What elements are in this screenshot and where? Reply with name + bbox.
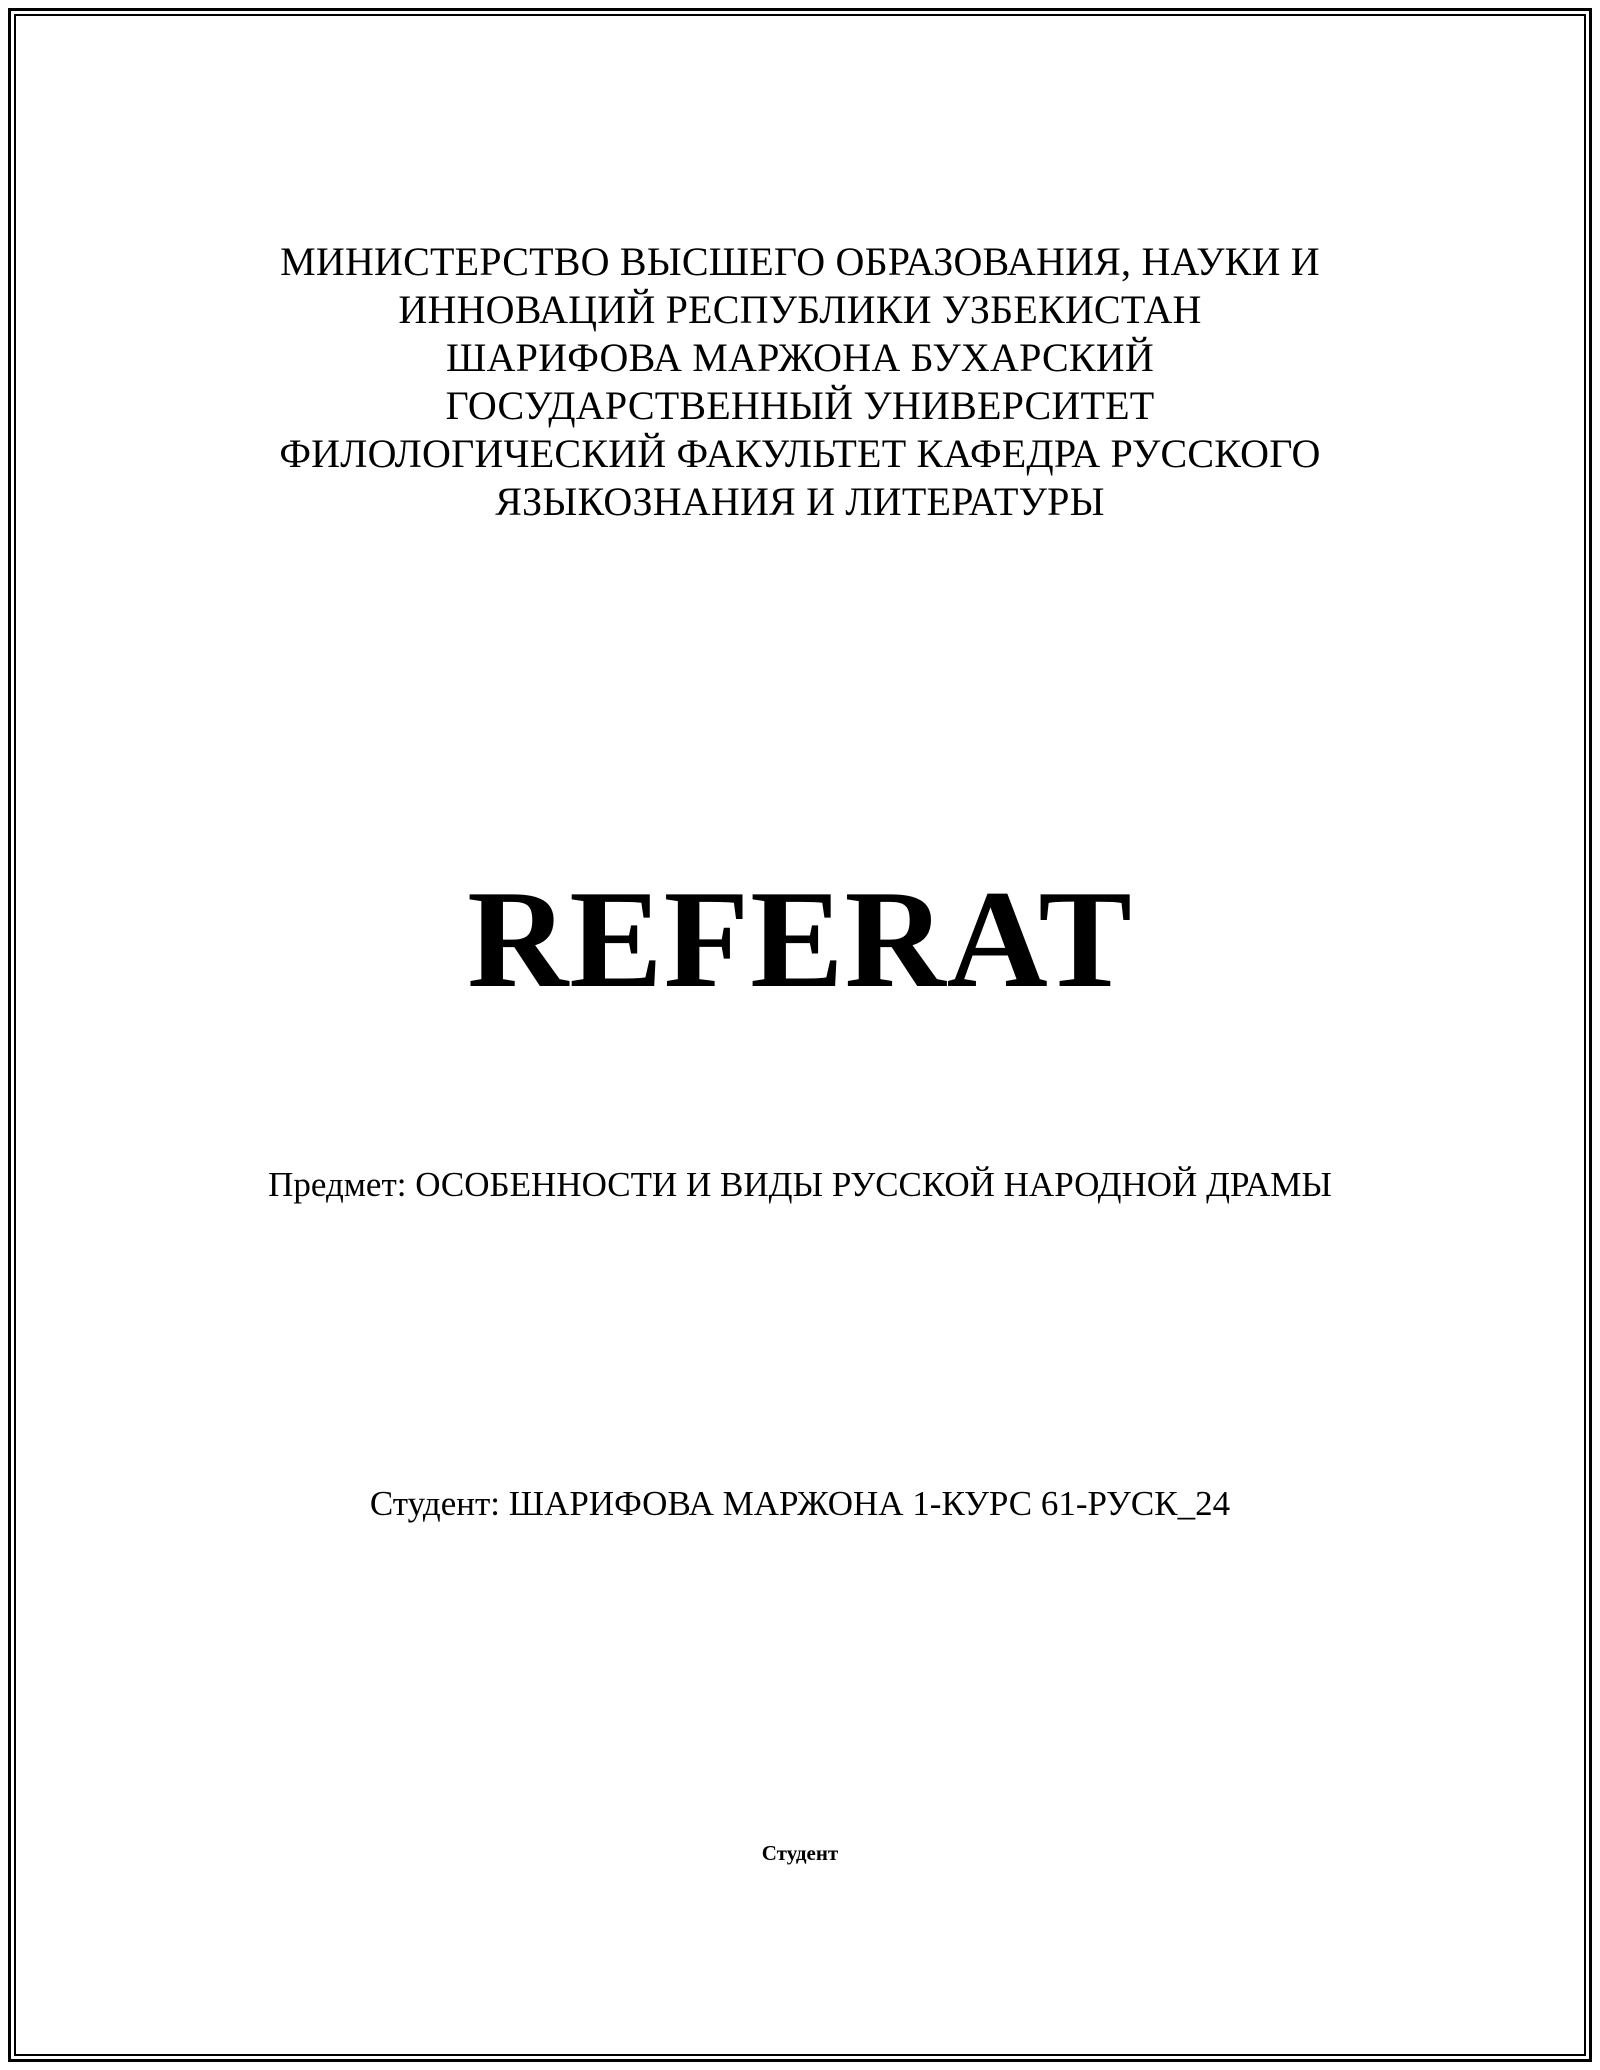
header-line-ministry: МИНИСТЕРСТВО ВЫСШЕГО ОБРАЗОВАНИЯ, НАУКИ И — [280, 239, 1320, 284]
subject-line: Предмет: ОСОБЕННОСТИ И ВИДЫ РУССКОЙ НАРОДНОЙ ДРАМЫ — [268, 1165, 1332, 1204]
header-line-department: ЯЗЫКОЗНАНИЯ И ЛИТЕРАТУРЫ — [495, 479, 1105, 524]
header-line-university: ГОСУДАРСТВЕННЫЙ УНИВЕРСИТЕТ — [445, 383, 1155, 428]
institution-header — [0, 238, 1600, 526]
document-title: REFERAT — [467, 862, 1133, 1017]
header-line-faculty: ФИЛОЛОГИЧЕСКИЙ ФАКУЛЬТЕТ КАФЕДРА РУССКОГО — [279, 431, 1321, 476]
header-line-country: ИННОВАЦИЙ РЕСПУБЛИКИ УЗБЕКИСТАН — [398, 287, 1202, 332]
header-line-name-university: ШАРИФОВА МАРЖОНА БУХАРСКИЙ — [446, 335, 1154, 380]
signature-label: Студент — [761, 1841, 839, 1865]
student-line: Студент: ШАРИФОВА МАРЖОНА 1-КУРС 61-РУСК_24 — [369, 1484, 1231, 1523]
